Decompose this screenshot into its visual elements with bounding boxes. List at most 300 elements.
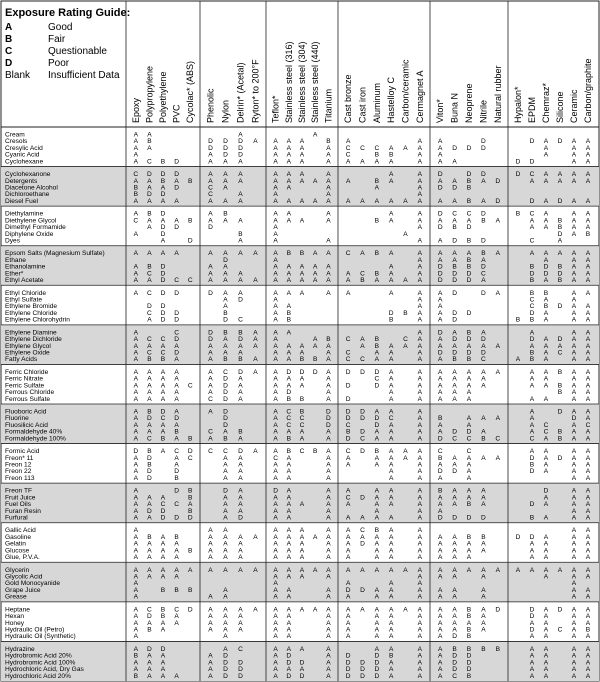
rating-cell: A bbox=[299, 435, 305, 443]
rating-cell: A bbox=[345, 533, 351, 541]
rating-cell: B bbox=[374, 177, 380, 185]
rating-cell: A bbox=[133, 626, 139, 634]
rating-cell: A bbox=[223, 250, 228, 258]
rating-cell: A bbox=[223, 336, 228, 344]
rating-cell: B bbox=[286, 448, 292, 456]
rating-cell: A bbox=[585, 144, 591, 152]
rating-cell: A bbox=[326, 666, 331, 674]
rating-cell: D bbox=[238, 138, 243, 146]
rating-cell: A bbox=[147, 652, 152, 660]
rating-cell: D bbox=[174, 349, 179, 357]
rating-cell: A bbox=[452, 487, 457, 495]
rating-cell: A bbox=[437, 421, 443, 429]
rating-cell: C bbox=[299, 421, 305, 429]
rating-cell: D bbox=[299, 672, 305, 680]
rating-cell: A bbox=[417, 375, 423, 383]
rating-cell: A bbox=[417, 626, 423, 634]
rating-cell: A bbox=[437, 619, 443, 627]
rating-cell: A bbox=[147, 540, 152, 548]
rating-cell: A bbox=[208, 197, 213, 205]
rating-cell: A bbox=[481, 342, 486, 350]
rating-cell: A bbox=[345, 547, 351, 555]
rating-cell: A bbox=[208, 349, 213, 357]
rating-cell: A bbox=[223, 527, 228, 535]
rating-cell: B bbox=[147, 210, 152, 218]
rating-cell: B bbox=[160, 158, 166, 166]
rating-cell: D bbox=[174, 514, 179, 522]
rating-cell: A bbox=[403, 448, 408, 456]
rating-cell: D bbox=[557, 230, 563, 238]
rating-cell: A bbox=[466, 375, 472, 383]
rating-cell: A bbox=[417, 547, 423, 555]
rating-cell: A bbox=[223, 501, 228, 509]
rating-cell: D bbox=[515, 171, 521, 179]
rating-cell: A bbox=[133, 659, 139, 667]
rating-cell: A bbox=[571, 356, 577, 364]
rating-cell: D bbox=[557, 303, 563, 311]
rating-cell: D bbox=[286, 368, 292, 376]
rating-cell: B bbox=[374, 342, 380, 350]
rating-cell: C bbox=[299, 415, 305, 423]
rating-cell: A bbox=[543, 224, 549, 232]
rating-cell: A bbox=[388, 619, 394, 627]
rating-cell: A bbox=[299, 382, 305, 390]
rating-cell: A bbox=[417, 382, 423, 390]
column-header: Hypalon* bbox=[513, 86, 523, 123]
rating-cell: D bbox=[174, 468, 179, 476]
rating-cell: A bbox=[585, 593, 591, 601]
rating-cell: A bbox=[223, 606, 228, 614]
rating-cell: A bbox=[585, 461, 591, 469]
rating-cell: B bbox=[147, 138, 152, 146]
rating-cell: A bbox=[273, 184, 278, 192]
rating-cell: C bbox=[374, 144, 380, 152]
rating-cell: A bbox=[571, 296, 577, 304]
rating-cell: D bbox=[557, 454, 563, 462]
rating-cell: A bbox=[585, 217, 591, 225]
rating-cell: A bbox=[374, 547, 380, 555]
rating-cell: A bbox=[312, 336, 318, 344]
rating-cell: A bbox=[273, 277, 278, 285]
rating-cell: A bbox=[403, 606, 408, 614]
rating-cell: A bbox=[273, 158, 278, 166]
rating-cell: D bbox=[360, 672, 365, 680]
rating-cell: A bbox=[495, 415, 501, 423]
rating-cell: C bbox=[238, 316, 243, 324]
rating-cell: A bbox=[452, 619, 457, 627]
rating-cell: A bbox=[312, 131, 318, 139]
rating-cell: A bbox=[388, 633, 394, 641]
row-substance-name: Hydraulic Oil (Petro) bbox=[5, 626, 65, 634]
rating-cell: D bbox=[299, 659, 305, 667]
rating-cell: A bbox=[160, 566, 166, 574]
rating-cell: B bbox=[529, 263, 535, 271]
column-header: Cast iron bbox=[357, 86, 368, 123]
rating-cell: B bbox=[174, 474, 179, 482]
rating-cell: A bbox=[417, 197, 423, 205]
rating-cell: A bbox=[286, 144, 292, 152]
rating-cell: A bbox=[585, 309, 591, 317]
rating-cell: A bbox=[417, 289, 423, 297]
rating-cell: A bbox=[238, 566, 243, 574]
rating-cell: A bbox=[299, 270, 305, 278]
rating-cell: A bbox=[286, 606, 292, 614]
rating-cell: B bbox=[160, 356, 166, 364]
rating-cell: A bbox=[388, 547, 394, 555]
rating-cell: A bbox=[208, 554, 213, 562]
rating-cell: A bbox=[312, 606, 318, 614]
rating-cell: D bbox=[529, 468, 535, 476]
rating-cell: A bbox=[238, 395, 243, 403]
rating-cell: B bbox=[174, 533, 179, 541]
rating-cell: A bbox=[571, 659, 577, 667]
rating-cell: A bbox=[571, 613, 577, 621]
rating-cell: B bbox=[557, 368, 563, 376]
rating-cell: A bbox=[312, 250, 318, 258]
rating-cell: A bbox=[273, 197, 278, 205]
row-substance-name: Gallic Acid bbox=[5, 527, 36, 535]
rating-cell: A bbox=[133, 547, 139, 555]
rating-cell: A bbox=[543, 138, 549, 146]
rating-cell: A bbox=[345, 566, 351, 574]
rating-cell: A bbox=[417, 501, 423, 509]
rating-cell: A bbox=[585, 224, 591, 232]
rating-cell: B bbox=[238, 428, 243, 436]
rating-cell: A bbox=[585, 256, 591, 264]
rating-cell: A bbox=[286, 666, 292, 674]
rating-cell: A bbox=[481, 415, 486, 423]
rating-cell: A bbox=[495, 289, 501, 297]
rating-cell: D bbox=[388, 309, 394, 317]
rating-cell: A bbox=[466, 566, 472, 574]
rating-cell: A bbox=[585, 197, 591, 205]
rating-cell: A bbox=[273, 645, 278, 653]
rating-cell: D bbox=[481, 336, 486, 344]
rating-cell: A bbox=[452, 158, 457, 166]
rating-cell: A bbox=[208, 217, 213, 225]
rating-cell: A bbox=[273, 375, 278, 383]
row-substance-name: Ferric Sulfate bbox=[5, 382, 45, 390]
rating-cell: A bbox=[273, 303, 278, 311]
rating-cell: B bbox=[160, 435, 166, 443]
rating-cell: A bbox=[417, 619, 423, 627]
rating-cell: A bbox=[495, 217, 501, 225]
rating-cell: A bbox=[585, 540, 591, 548]
rating-cell: A bbox=[452, 501, 457, 509]
rating-cell: A bbox=[388, 448, 394, 456]
rating-cell: A bbox=[417, 474, 423, 482]
rating-cell: A bbox=[299, 566, 305, 574]
rating-cell: A bbox=[133, 277, 139, 285]
rating-cell: A bbox=[286, 217, 292, 225]
rating-cell: A bbox=[374, 197, 380, 205]
rating-cell: C bbox=[345, 151, 351, 159]
rating-cell: A bbox=[388, 586, 394, 594]
rating-cell: A bbox=[312, 533, 318, 541]
rating-cell: A bbox=[585, 586, 591, 594]
rating-cell: A bbox=[286, 645, 292, 653]
rating-cell: A bbox=[388, 540, 394, 548]
rating-cell: A bbox=[223, 428, 228, 436]
rating-cell: D bbox=[187, 237, 193, 245]
rating-cell: B bbox=[543, 303, 549, 311]
rating-cell: A bbox=[208, 368, 213, 376]
rating-cell: A bbox=[388, 435, 394, 443]
rating-cell: A bbox=[388, 645, 394, 653]
rating-cell: B bbox=[529, 461, 535, 469]
rating-cell: A bbox=[208, 666, 213, 674]
rating-cell: A bbox=[417, 277, 423, 285]
rating-cell: D bbox=[374, 659, 380, 667]
rating-cell: A bbox=[571, 217, 577, 225]
rating-cell: A bbox=[147, 494, 152, 502]
rating-cell: A bbox=[160, 368, 166, 376]
rating-cell: A bbox=[466, 468, 472, 476]
rating-cell: A bbox=[585, 389, 591, 397]
rating-cell: B bbox=[481, 645, 486, 653]
rating-cell: A bbox=[273, 421, 278, 429]
rating-cell: A bbox=[481, 626, 486, 634]
rating-cell: D bbox=[360, 659, 365, 667]
rating-cell: C bbox=[452, 672, 457, 680]
rating-cell: A bbox=[437, 613, 443, 621]
rating-cell: A bbox=[273, 256, 278, 264]
rating-cell: A bbox=[437, 633, 443, 641]
rating-cell: A bbox=[326, 606, 331, 614]
rating-cell: D bbox=[147, 474, 152, 482]
row-substance-name: Epsom Salts (Magnesium Sulfate) bbox=[5, 250, 105, 258]
rating-cell: A bbox=[417, 151, 423, 159]
rating-cell: A bbox=[529, 224, 535, 232]
rating-cell: A bbox=[345, 501, 351, 509]
rating-cell: C bbox=[174, 329, 179, 337]
row-substance-name: Hexan bbox=[5, 613, 25, 621]
rating-cell: A bbox=[403, 230, 408, 238]
rating-cell: A bbox=[273, 177, 278, 185]
rating-cell: D bbox=[571, 415, 577, 423]
rating-cell: D bbox=[452, 316, 457, 324]
rating-cell: A bbox=[452, 395, 457, 403]
rating-cell: A bbox=[481, 428, 486, 436]
rating-cell: C bbox=[360, 435, 365, 443]
rating-cell: A bbox=[529, 250, 535, 258]
rating-cell: A bbox=[585, 342, 591, 350]
rating-cell: D bbox=[529, 158, 535, 166]
rating-cell: A bbox=[326, 547, 331, 555]
rating-cell: A bbox=[571, 151, 577, 159]
rating-cell: A bbox=[133, 501, 139, 509]
rating-cell: A bbox=[223, 158, 228, 166]
rating-cell: D bbox=[543, 270, 549, 278]
rating-cell: B bbox=[466, 197, 472, 205]
rating-cell: A bbox=[223, 626, 228, 634]
rating-cell: A bbox=[133, 554, 139, 562]
rating-cell: D bbox=[452, 468, 457, 476]
rating-cell: A bbox=[208, 613, 213, 621]
rating-cell: B bbox=[388, 652, 394, 660]
rating-cell: A bbox=[299, 554, 305, 562]
rating-cell: A bbox=[437, 342, 443, 350]
row-substance-name: Grease bbox=[5, 593, 27, 601]
rating-cell: D bbox=[360, 586, 365, 594]
rating-cell: A bbox=[326, 171, 331, 179]
rating-cell: A bbox=[388, 533, 394, 541]
rating-cell: A bbox=[374, 435, 380, 443]
rating-cell: A bbox=[133, 177, 139, 185]
rating-cell: A bbox=[388, 349, 394, 357]
rating-cell: A bbox=[312, 263, 318, 271]
rating-cell: D bbox=[481, 144, 486, 152]
rating-cell: C bbox=[174, 277, 179, 285]
rating-cell: A bbox=[223, 547, 228, 555]
rating-cell: B bbox=[160, 606, 166, 614]
rating-cell: A bbox=[388, 613, 394, 621]
rating-cell: A bbox=[388, 250, 394, 258]
rating-cell: C bbox=[223, 368, 228, 376]
rating-cell: A bbox=[273, 606, 278, 614]
rating-cell: D bbox=[437, 171, 443, 179]
rating-cell: A bbox=[571, 619, 577, 627]
rating-cell: A bbox=[543, 375, 549, 383]
rating-cell: A bbox=[571, 435, 577, 443]
rating-cell: D bbox=[452, 666, 457, 674]
rating-cell: A bbox=[437, 382, 443, 390]
rating-cell: A bbox=[160, 573, 166, 581]
rating-cell: A bbox=[286, 356, 292, 364]
rating-cell: A bbox=[273, 533, 278, 541]
rating-cell: A bbox=[299, 342, 305, 350]
rating-cell: A bbox=[571, 389, 577, 397]
rating-cell: A bbox=[529, 177, 535, 185]
row-substance-name: Freon* 11 bbox=[5, 454, 34, 462]
rating-cell: A bbox=[273, 342, 278, 350]
rating-cell: A bbox=[452, 586, 457, 594]
rating-cell: A bbox=[326, 613, 331, 621]
rating-cell: D bbox=[360, 368, 365, 376]
rating-cell: A bbox=[388, 158, 394, 166]
rating-cell: A bbox=[417, 415, 423, 423]
rating-cell: B bbox=[286, 435, 292, 443]
rating-cell: A bbox=[273, 633, 278, 641]
rating-cell: A bbox=[273, 540, 278, 548]
row-substance-name: Dichloroethane bbox=[5, 191, 50, 199]
rating-cell: A bbox=[585, 263, 591, 271]
rating-cell: A bbox=[326, 389, 331, 397]
rating-cell: A bbox=[585, 454, 591, 462]
rating-cell: A bbox=[466, 342, 472, 350]
rating-cell: A bbox=[299, 177, 305, 185]
rating-cell: A bbox=[223, 177, 228, 185]
rating-cell: A bbox=[160, 540, 166, 548]
rating-cell: A bbox=[208, 177, 213, 185]
rating-cell: D bbox=[452, 633, 457, 641]
rating-cell: A bbox=[571, 224, 577, 232]
rating-cell: D bbox=[238, 659, 243, 667]
rating-cell: B bbox=[187, 494, 193, 502]
rating-cell: A bbox=[452, 554, 457, 562]
rating-cell: A bbox=[529, 448, 535, 456]
rating-cell: A bbox=[417, 171, 423, 179]
rating-cell: B bbox=[529, 356, 535, 364]
rating-cell: A bbox=[585, 289, 591, 297]
rating-cell: D bbox=[223, 672, 228, 680]
rating-cell: A bbox=[571, 368, 577, 376]
rating-cell: A bbox=[388, 263, 394, 271]
rating-cell: A bbox=[160, 448, 166, 456]
row-substance-name: Fluoboric Acid bbox=[5, 408, 47, 416]
rating-cell: D bbox=[557, 197, 563, 205]
rating-cell: C bbox=[345, 356, 351, 364]
rating-cell: A bbox=[286, 382, 292, 390]
rating-cell: A bbox=[481, 593, 486, 601]
rating-cell: A bbox=[585, 507, 591, 515]
rating-cell: A bbox=[208, 593, 213, 601]
rating-cell: A bbox=[417, 672, 423, 680]
rating-cell: A bbox=[273, 230, 278, 238]
rating-cell: D bbox=[223, 389, 228, 397]
rating-cell: A bbox=[388, 389, 394, 397]
rating-cell: A bbox=[417, 342, 423, 350]
rating-cell: B bbox=[557, 435, 563, 443]
rating-cell: A bbox=[299, 277, 305, 285]
rating-cell: B bbox=[557, 277, 563, 285]
rating-cell: B bbox=[557, 224, 563, 232]
rating-cell: B bbox=[187, 507, 193, 515]
column-header: Cast bronze bbox=[343, 74, 354, 123]
rating-cell: B bbox=[452, 224, 457, 232]
column-header: Ceramic bbox=[569, 89, 579, 123]
rating-cell: D bbox=[147, 303, 152, 311]
rating-cell: A bbox=[571, 250, 577, 258]
rating-cell: D bbox=[147, 613, 152, 621]
rating-cell: A bbox=[437, 626, 443, 634]
rating-cell: A bbox=[388, 277, 394, 285]
rating-cell: A bbox=[133, 494, 139, 502]
rating-cell: B bbox=[160, 613, 166, 621]
rating-cell: A bbox=[529, 329, 535, 337]
rating-cell: A bbox=[388, 421, 394, 429]
rating-cell: A bbox=[273, 672, 278, 680]
rating-cell: A bbox=[345, 514, 351, 522]
rating-cell: A bbox=[543, 619, 549, 627]
rating-cell: A bbox=[529, 415, 535, 423]
rating-cell: A bbox=[388, 382, 394, 390]
rating-cell: D bbox=[147, 507, 152, 515]
row-substance-name: Ferrous Sulfate bbox=[5, 395, 51, 403]
rating-cell: A bbox=[345, 454, 351, 462]
rating-cell: A bbox=[273, 619, 278, 627]
rating-cell: A bbox=[388, 144, 394, 152]
rating-cell: D bbox=[374, 368, 380, 376]
column-header: Titanium bbox=[323, 88, 334, 123]
rating-cell: A bbox=[481, 547, 486, 555]
rating-cell: A bbox=[286, 177, 292, 185]
rating-cell: A bbox=[543, 626, 549, 634]
rating-cell: A bbox=[417, 356, 423, 364]
rating-cell: A bbox=[437, 177, 443, 185]
column-header: PVC bbox=[171, 104, 182, 123]
rating-cell: A bbox=[388, 554, 394, 562]
rating-cell: C bbox=[345, 349, 351, 357]
rating-cell: A bbox=[543, 573, 549, 581]
rating-cell: A bbox=[286, 138, 292, 146]
rating-cell: A bbox=[437, 566, 443, 574]
rating-cell: A bbox=[466, 395, 472, 403]
rating-cell: A bbox=[374, 554, 380, 562]
rating-cell: A bbox=[529, 547, 535, 555]
column-header: Polypropylene bbox=[144, 65, 155, 123]
rating-cell: A bbox=[160, 184, 166, 192]
